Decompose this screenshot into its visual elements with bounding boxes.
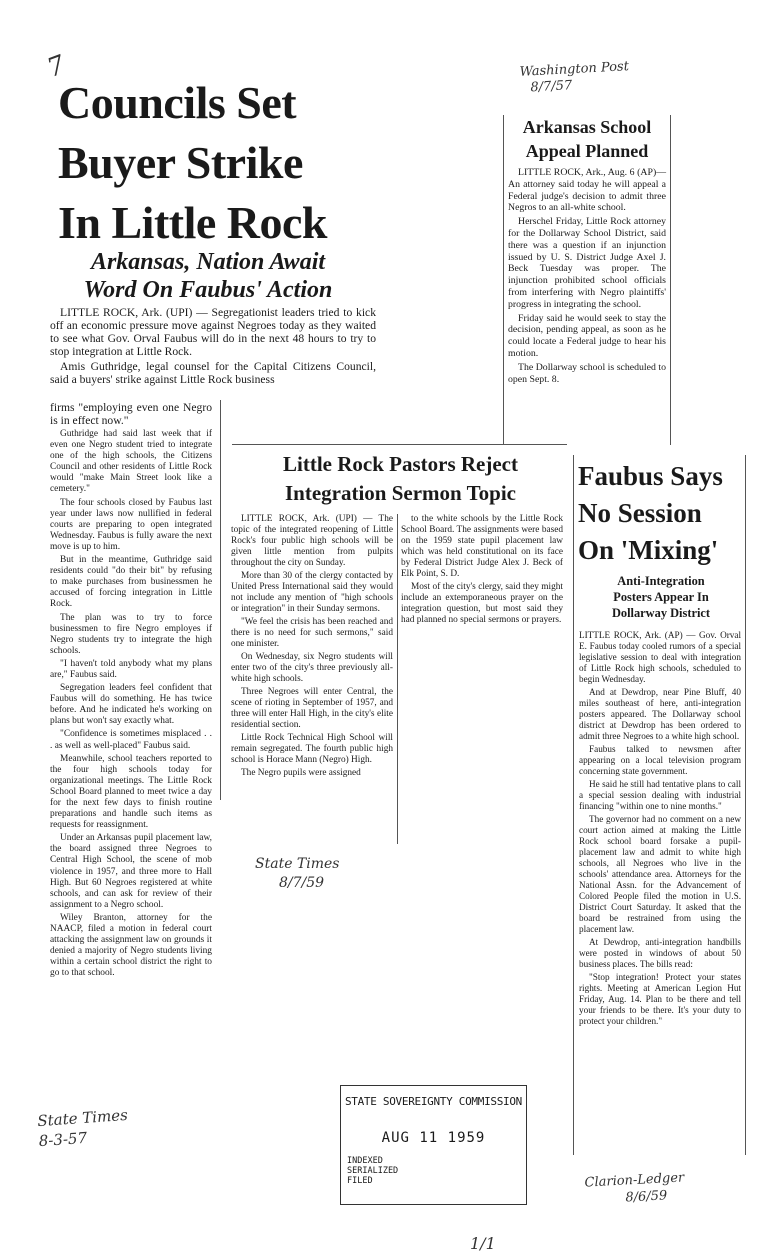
- stamp-title: STATE SOVEREIGNTY COMMISSION: [344, 1095, 523, 1108]
- pastors-top-rule: [232, 444, 567, 445]
- pastors-headline: Little Rock Pastors Reject Integration Sermon Topic: [283, 452, 518, 505]
- councils-headline: Councils Set Buyer Strike In Little Rock: [58, 77, 327, 248]
- appeal-border-left: [503, 115, 504, 445]
- councils-lead: LITTLE ROCK, Ark. (UPI) — Segregationist leaders tried to kick off an economic pressure move against Negroes today as they waited to see what Gov. Orval Faubus will do in the next 48 hours to try to stop integration at Little Rock. Amis Guthridge, legal counsel for the Capital Citizens Council, said a buyers' strike against Little Rock business: [50, 306, 376, 386]
- faubus-body: LITTLE ROCK, Ark. (AP) — Gov. Orval E. Faubus today cooled rumors of a special legislative session to deal with integration of Little Rock high schools, scheduled to begin Wednesday. And at Dewdrop, near Pine Bluff, 40 miles southeast of here, anti-integration posters appeared. The Dollarway school district at Dewdrop has been ordered to admit three Negroes to a white high school. Faubus talked to newsmen after appearing on a local television program concerning state government. He said he still had tentative plans to call a special session dealing with industrial financing "within one to nine months." The governor had no comment on a new court action aimed at making the Little Rock school board forsake a pupil-placement law and admit to white high schools, all Negroes who live in the schools' attendance area. Attorneys for the National Assn. for the Advancement of Colored People filed the motion in U.S. District Court Saturday. It asked that the board be restrained from using the placement law. At Dewdrop, anti-integration handbills were posted in windows of about 50 business places. The bills read: "Stop integration! Protect your states rights. Meeting at American Legion Hut Friday, Aug. 14. Plan to be there and tell your friends to be there. It's your duty to protect your children.": [579, 630, 741, 1026]
- slash-mark: 7: [43, 50, 70, 84]
- appeal-headline: Arkansas School Appeal Planned: [522, 117, 652, 161]
- stamp-status: INDEXED SERIALIZED FILED: [347, 1156, 399, 1186]
- faubus-border-left: [573, 455, 574, 1155]
- bottom-page-mark: 1/1: [470, 1234, 496, 1253]
- handwritten-note-clarion-ledger: Clarion-Ledger 8/6/59: [584, 1170, 685, 1206]
- councils-column: firms "employing even one Negro is in effect now." Guthridge had said last week that if even one Negro student tried to integrate one of the high schools, the Citizens Council and other residents of Little Rock would "make Main Street look like a cemetery." The four schools closed by Faubus last year under laws now nullified in federal courts are preparing to open integrated Wednesday. Faubus is fully aware the next move is up to him. But in the meantime, Guthridge said residents could "do their bit" by refusing to make purchases from businessmen he accused of forcing integration in Little Rock. The plan was to try to force businessmen to fire Negro employes if Negro students try to integrate the high schools. "I haven't told anybody what my plans are," Faubus said. Segregation leaders feel confident that Faubus will do something. He has twice before. And he indicated he's working on plans but won't say exactly what. "Confidence is sometimes misplaced . . . as well as well-placed" Faubus said. Meanwhile, school teachers reported to the four high schools today for organizational meetings. The Little Rock School Board planned to meet twice a day for the next few days to finish routine preparations and handle such items as requests for reassignment. Under an Arkansas pupil placement law, the board assigned three Negroes to Central High School, the scene of mob violence in 1957, and three more to Hall High. But 60 Negroes registered at white schools, and can ask for review of their assignment to a Negro school. Wiley Branton, attorney for the NAACP, filed a motion in federal court attacking the assignment law on grounds it denied a majority of Negro students living within a certain school district the right to go to that school.: [50, 401, 212, 979]
- pastors-column-rule: [397, 514, 398, 844]
- sovereignty-commission-stamp: [340, 1085, 527, 1205]
- stamp-date: AUG 11 1959: [381, 1130, 486, 1146]
- councils-subhead: Arkansas, Nation Await Word On Faubus' Action: [83, 249, 333, 303]
- pastors-column-1: LITTLE ROCK, Ark. (UPI) — The topic of the integrated reopening of Little Rock's four public high schools will be given little mention from pulpits throughout the city on Sunday. More than 30 of the clergy contacted by United Press International said they would not include any mention of "high schools or integration" in their Sunday sermons. "We feel the crisis has been reached and there is no need for such sermons," said one minister. On Wednesday, six Negro students will enter two of the city's three previously all-white high schools. Three Negroes will enter Central, the scene of rioting in September of 1957, and three will enter Hall High, in the city's elite residential section. Little Rock Technical High School will remain segregated. The fourth public high school is Horace Mann (Negro) High. The Negro pupils were assigned: [231, 514, 393, 778]
- faubus-subhead: Anti-Integration Posters Appear In Dollarway District: [611, 574, 711, 620]
- faubus-border-right: [745, 455, 746, 1155]
- councils-column-rule: [220, 400, 221, 800]
- pastors-column-2: to the white schools by the Little Rock School Board. The assignments were based on the 1959 state pupil placement law which was held constitutional on its face by Federal District Judge Alex J. Beck of Elk Point, S. D. Most of the city's clergy, said they might include an extemporaneous prayer on the integration question, but most said they had planned no special sermons or prayers.: [401, 514, 563, 625]
- appeal-border-right: [670, 115, 671, 445]
- handwritten-note-state-times-left: State Times 8-3-57: [36, 1105, 129, 1151]
- faubus-headline: Faubus Says No Session On 'Mixing': [578, 461, 723, 565]
- handwritten-note-state-times-center: State Times 8/7/59: [255, 856, 340, 891]
- appeal-body: LITTLE ROCK, Ark., Aug. 6 (AP)—An attorney said today he will appeal a Federal judge's decision to admit three Negros to an all-white school. Herschel Friday, Little Rock attorney for the Dollarway School District, said there was a question if an injunction issued by U. S. District Judge Axel J. Beck Tuesday was proper. The injunction prohibited school officials from interfering with Negro plaintiffs' progress in integrating the school. Friday said he would seek to stay the decision, pending appeal, as soon as he could locate a Federal judge to hear his motion. The Dollarway school is scheduled to open Sept. 8.: [508, 167, 666, 385]
- handwritten-note-washington-post: Washington Post 8/7/57: [519, 59, 630, 96]
